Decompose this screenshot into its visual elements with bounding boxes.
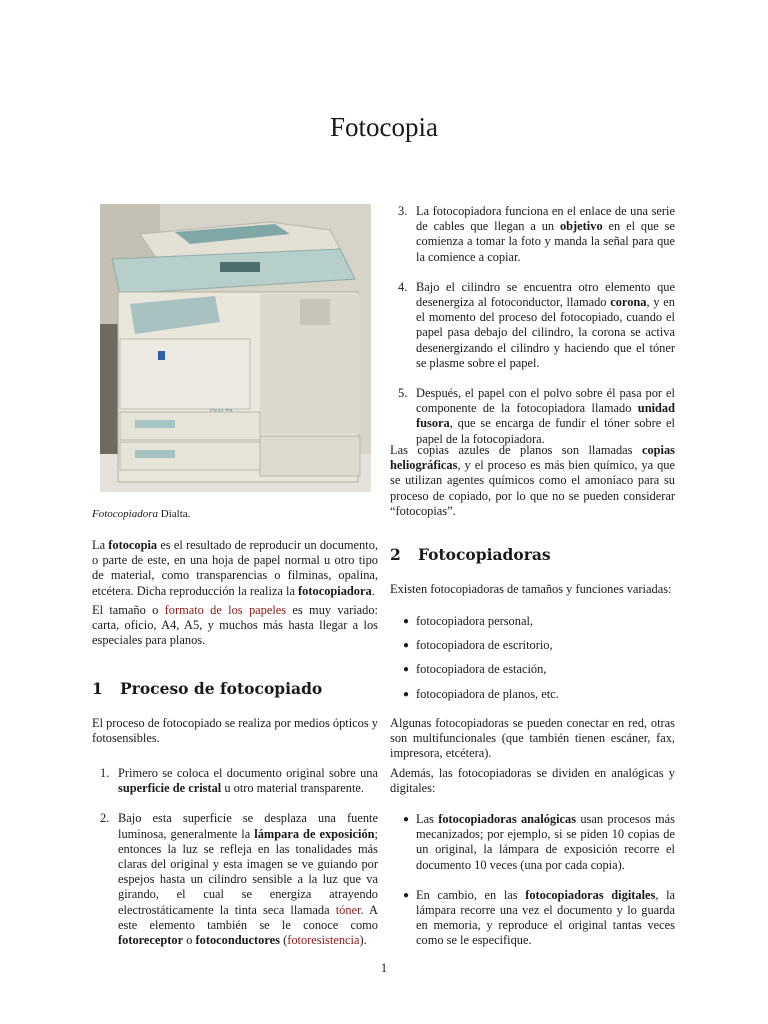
page-number: 1	[380, 961, 388, 975]
section-2-number: 2	[390, 545, 401, 564]
list-item: ● fotocopiadora de planos, etc.	[403, 686, 559, 701]
bold-term: fotocopiadoras digitales	[525, 887, 656, 902]
process-step: 4. Bajo el cilindro se encuentra otro elemento que desenergiza al fotoconductor, llamado corona, y en el momento del proceso del fotocopiado, cuando el papel pasa debajo del cilindro, la corona se activa desenergizando el cilindro y haciendo que el tóner se plasme sobre el papel.	[398, 279, 675, 370]
bold-term: fotoconductores	[195, 933, 280, 948]
process-steps-left	[100, 766, 378, 948]
bold-term: fotocopiadoras analógicas	[438, 812, 577, 826]
step-marker: 4.	[398, 279, 408, 294]
section-2-heading	[390, 545, 551, 564]
wiki-link[interactable]: tóner	[335, 902, 361, 917]
bold-term: objetivo	[559, 219, 603, 234]
wiki-link[interactable]: fotoresistencia	[287, 933, 360, 948]
caption-rest: Dialta.	[158, 508, 191, 520]
copier-types-list	[403, 614, 675, 702]
bold-term: fotoreceptor	[118, 933, 184, 948]
division-paragraph: Además, las fotocopiadoras se dividen en analógicas y digitales:	[390, 766, 675, 796]
list-item: ● En cambio, en las fotocopiadoras digitales, la lámpara recorre una vez el documento y lo guarda en memoria, y reproduce el original tantas veces como se le especifique.	[403, 887, 676, 948]
heliographic-paragraph: Las copias azules de planos son llamadas copias heliográficas, y el proceso es más bien químico, ya que se utilizan agentes químicos como el amoníaco para su proceso de copiado, por lo que no se pueden considerar “fotocopias”.	[390, 443, 675, 518]
photocopier-photo	[100, 204, 371, 492]
section-2-intro: Existen fotocopiadoras de tamaños y funciones variadas:	[390, 582, 672, 596]
step-marker: 2.	[100, 811, 110, 826]
step-marker: 1.	[100, 766, 110, 780]
list-item: ● Las fotocopiadoras analógicas usan procesos más mecanizados; por ejemplo, si se piden 10 copias de un original, la lámpara de exposición recorre el documento 10 veces (una por cada copia).	[403, 812, 675, 872]
list-item: ● fotocopiadora de escritorio,	[403, 638, 553, 653]
analog-digital-list	[403, 812, 676, 949]
section-1-intro: El proceso de fotocopiado se realiza por medios ópticos y fotosensibles.	[92, 716, 378, 746]
network-paragraph: Algunas fotocopiadoras se pueden conectar en red, otras son multifuncionales (que también tienen escáner, fax, impresora, etcétera).	[390, 716, 675, 761]
list-item: ● fotocopiadora personal,	[403, 614, 533, 628]
wiki-link[interactable]: formato de los papeles	[164, 603, 287, 617]
page-title: Fotocopia	[330, 112, 438, 142]
process-step: 5. Después, el papel con el polvo sobre él pasa por el componente de la fotocopiadora llamado unidad fusora, que se encarga de fundir el tóner sobre el papel de la fotocopiadora.	[398, 386, 675, 446]
photocopier-illustration	[100, 204, 371, 492]
intro-paragraph: La fotocopia es el resultado de reproducir un documento, o parte de este, en una hoja de papel normal u otro tipo de material, como transparencias o filminas, opalina, etcétera. Dicha reproducción la realiza la fotocopiadora.	[92, 538, 378, 598]
paper-size-paragraph: El tamaño o formato de los papeles es muy variado: carta, oficio, A4, A5, y muchos más hasta llegar a los especiales para planos.	[92, 603, 378, 648]
process-step: 3. La fotocopiadora funciona en el enlace de una serie de cables que llegan a un objetivo en el que se comienza a tomar la foto y manda la señal para que la comience a copiar.	[398, 204, 675, 264]
list-item: ● fotocopiadora de estación,	[403, 662, 547, 677]
bold-term: copias heliográficas	[390, 443, 675, 473]
section-1-title: Proceso de fotocopiado	[120, 679, 323, 698]
section-1-heading	[92, 679, 322, 698]
bold-term: fotocopiadora	[298, 583, 372, 598]
caption-italic: Fotocopiadora	[92, 508, 158, 520]
section-2-title: Fotocopiadoras	[418, 545, 551, 564]
process-step: 2. Bajo esta superficie se desplaza una fuente luminosa, generalmente la lámpara de exposición; entonces la luz se refleja en las tonalidades más claras del original y esta imagen se ve guiando por espejos hasta un cilindro sensible a la luz que va girando, el cual se energiza atrayendo electrostáticamente la tinta seca llamada tóner. A este elemento también se le conoce como fotoreceptor o fotoconductores (fotoresistencia).	[100, 811, 378, 948]
figure-caption	[92, 508, 378, 520]
section-1-number: 1	[92, 679, 103, 698]
step-marker: 3.	[398, 204, 408, 218]
step-marker: 5.	[398, 386, 408, 401]
bold-term: corona	[610, 295, 647, 310]
process-steps-right	[398, 204, 675, 447]
bold-term: superficie de cristal	[118, 781, 222, 796]
bold-term: fotocopia	[108, 538, 158, 552]
process-step: 1. Primero se coloca el documento original sobre una superficie de cristal u otro material transparente.	[100, 766, 378, 796]
bold-term: unidad fusora	[416, 401, 675, 431]
bold-term: lámpara de exposición	[254, 826, 375, 841]
